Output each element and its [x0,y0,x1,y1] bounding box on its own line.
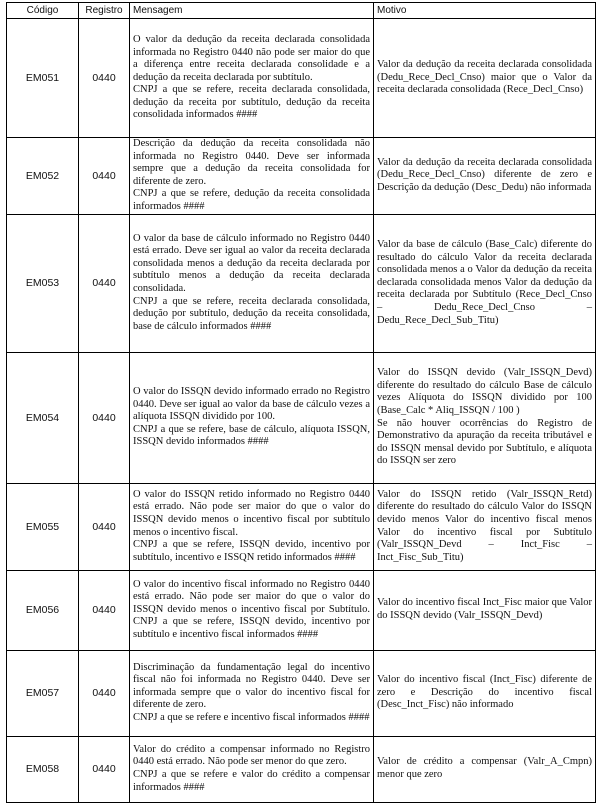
mensagem-paragraph: Valor do crédito a compensar informado no Registro 0440 está errado. Não pode ser menor do que zero. [133,743,370,768]
cell-codigo: EM058 [7,736,79,802]
motivo-paragraph: Valor do incentivo fiscal (Inct_Fisc) diferente de zero e Descrição do incentivo fiscal (Desc_Inct_Fisc) não informado [377,674,592,711]
motivo-paragraph: Valor da base de cálculo (Base_Calc) diferente do resultado do cálculo Valor da receita declarada consolidada menos a o Valor da dedução da receita declarada consolidada menos Valor da dedução da receita declarada por Subtítulo (Rece_Decl_Cnso – Dedu_Rece_Decl_Cnso – Dedu_Rece_Decl_Sub_Titu) [377,238,592,326]
mensagem-paragraph: Discriminação da fundamentação legal do incentivo fiscal não foi informada no Registro 0440. Deve ser informada sempre que o valor do incentivo fiscal for diferente de zero. [133,661,370,711]
table-row [7,352,596,483]
cell-mensagem [130,650,374,736]
mensagem-paragraph: O valor do incentivo fiscal informado no Registro 0440 está errado. Não pode ser maior do que o valor do ISSQN devido menos o incentivo fiscal por Subtítulo. CNPJ a que se refere, ISSQN devido, incentivo por subtítulo e incentivo fiscal informados #### [133,578,370,640]
motivo-paragraph: Valor do ISSQN retido (Valr_ISSQN_Retd) diferente do resultado do cálculo Valor do ISSQN devido menos Valor do incentivo fiscal menos Valor do incentivo fiscal por Subtítulo (Valr_ISSQN_Devd – Inct_Fisc – Inct_Fisc_Sub_Titu) [377,488,592,563]
cell-mensagem [130,138,374,215]
motivo-paragraph: Valor da dedução da receita declarada consolidada (Dedu_Rece_Decl_Cnso) diferente de zero e Descrição da dedução (Desc_Dedu) não informada [377,156,592,194]
cell-registro: 0440 [79,352,130,483]
cell-registro: 0440 [79,214,130,352]
table-row [7,570,596,650]
cell-motivo [374,352,596,483]
cell-registro: 0440 [79,736,130,802]
header-motivo: Motivo [374,3,596,19]
cell-registro: 0440 [79,650,130,736]
header-registro: Registro [79,3,130,19]
motivo-paragraph: Valor do ISSQN devido (Valr_ISSQN_Devd) diferente do resultado do cálculo Base de cálculo vezes Alíquota do ISSQN dividido por 100 (Base_Calc * Aliq_ISSQN / 100 ) [377,367,592,416]
mensagem-paragraph: CNPJ a que se refere, receita declarada consolidada, dedução por subtítulo, dedução da receita consolidada, base de cálculo informados #### [133,295,370,332]
cell-mensagem [130,736,374,802]
cell-codigo: EM056 [7,570,79,650]
table-row [7,483,596,570]
cell-registro: 0440 [79,138,130,215]
motivo-paragraph: Valor de crédito a compensar (Valr_A_Cmpn) menor que zero [377,756,592,781]
cell-motivo [374,138,596,215]
header-codigo: Código [7,3,79,19]
header-row [7,3,596,19]
mensagem-paragraph: CNPJ a que se refere, ISSQN devido, incentivo por subtítulo, incentivo e ISSQN retido informados #### [133,539,370,563]
cell-mensagem [130,483,374,570]
table-row [7,736,596,802]
table-row [7,214,596,352]
table-row [7,19,596,138]
cell-mensagem [130,214,374,352]
cell-codigo: EM052 [7,138,79,215]
cell-mensagem [130,570,374,650]
cell-codigo: EM054 [7,352,79,483]
cell-codigo: EM055 [7,483,79,570]
error-codes-table [6,2,596,803]
mensagem-paragraph: CNPJ a que se refere, receita declarada consolidada, dedução da receita por subtítulo, dedução da receita consolidada informados #### [133,84,370,121]
mensagem-paragraph: CNPJ a que se refere, dedução da receita consolidada informados #### [133,188,370,212]
mensagem-paragraph: O valor do ISSQN retido informado no Registro 0440 está errado. Não pode ser maior do que o valor do ISSQN devido menos o incentivo fiscal por subtítulo menos o incentivo fiscal. [133,488,370,538]
cell-codigo: EM053 [7,214,79,352]
cell-mensagem [130,19,374,138]
cell-registro: 0440 [79,19,130,138]
cell-motivo [374,650,596,736]
cell-motivo [374,570,596,650]
mensagem-paragraph: Descrição da dedução da receita consolidada não informada no Registro 0440. Deve ser informada sempre que a dedução da receita consolidada for diferente de zero. [133,138,370,187]
cell-motivo [374,736,596,802]
cell-registro: 0440 [79,570,130,650]
cell-codigo: EM051 [7,19,79,138]
mensagem-paragraph: O valor da dedução da receita declarada consolidada informada no Registro 0440 não pode ser maior do que a diferença entre receita declarada consolidade e a dedução da receita declarada por subtítulo. [133,33,370,83]
cell-registro: 0440 [79,483,130,570]
motivo-paragraph: Valor da dedução da receita declarada consolidada (Dedu_Rece_Decl_Cnso) maior que o Valor da receita declarada consolidada (Rece_Decl_Cnso) [377,59,592,96]
mensagem-paragraph: CNPJ a que se refere e valor do crédito a compensar informados #### [133,769,370,793]
cell-motivo [374,483,596,570]
mensagem-paragraph: O valor da base de cálculo informado no Registro 0440 está errado. Deve ser igual ao valor da receita declarada consolidada menos a dedução da receita declarada por subtítulo menos a dedução da receita declarada consolidada. [133,232,370,295]
motivo-paragraph: Se não houver ocorrências do Registro de Demonstrativo da apuração da receita tributável e do ISSQN mensal devido por Subtítulo, e alíquota do ISSQN ser zero [377,417,592,467]
header-mensagem: Mensagem [130,3,374,19]
cell-mensagem [130,352,374,483]
table-row [7,650,596,736]
table-row [7,138,596,215]
cell-motivo [374,19,596,138]
mensagem-paragraph: CNPJ a que se refere e incentivo fiscal informados #### [133,711,370,723]
cell-motivo [374,214,596,352]
motivo-paragraph: Valor do incentivo fiscal Inct_Fisc maior que Valor do ISSQN devido (Valr_ISSQN_Devd) [377,597,592,622]
cell-codigo: EM057 [7,650,79,736]
mensagem-paragraph: CNPJ a que se refere, base de cálculo, alíquota ISSQN, ISSQN devido informados #### [133,423,370,448]
mensagem-paragraph: O valor do ISSQN devido informado errado no Registro 0440. Deve ser igual ao valor da base de cálculo vezes a alíquota ISSQN dividido por 100. [133,386,370,423]
